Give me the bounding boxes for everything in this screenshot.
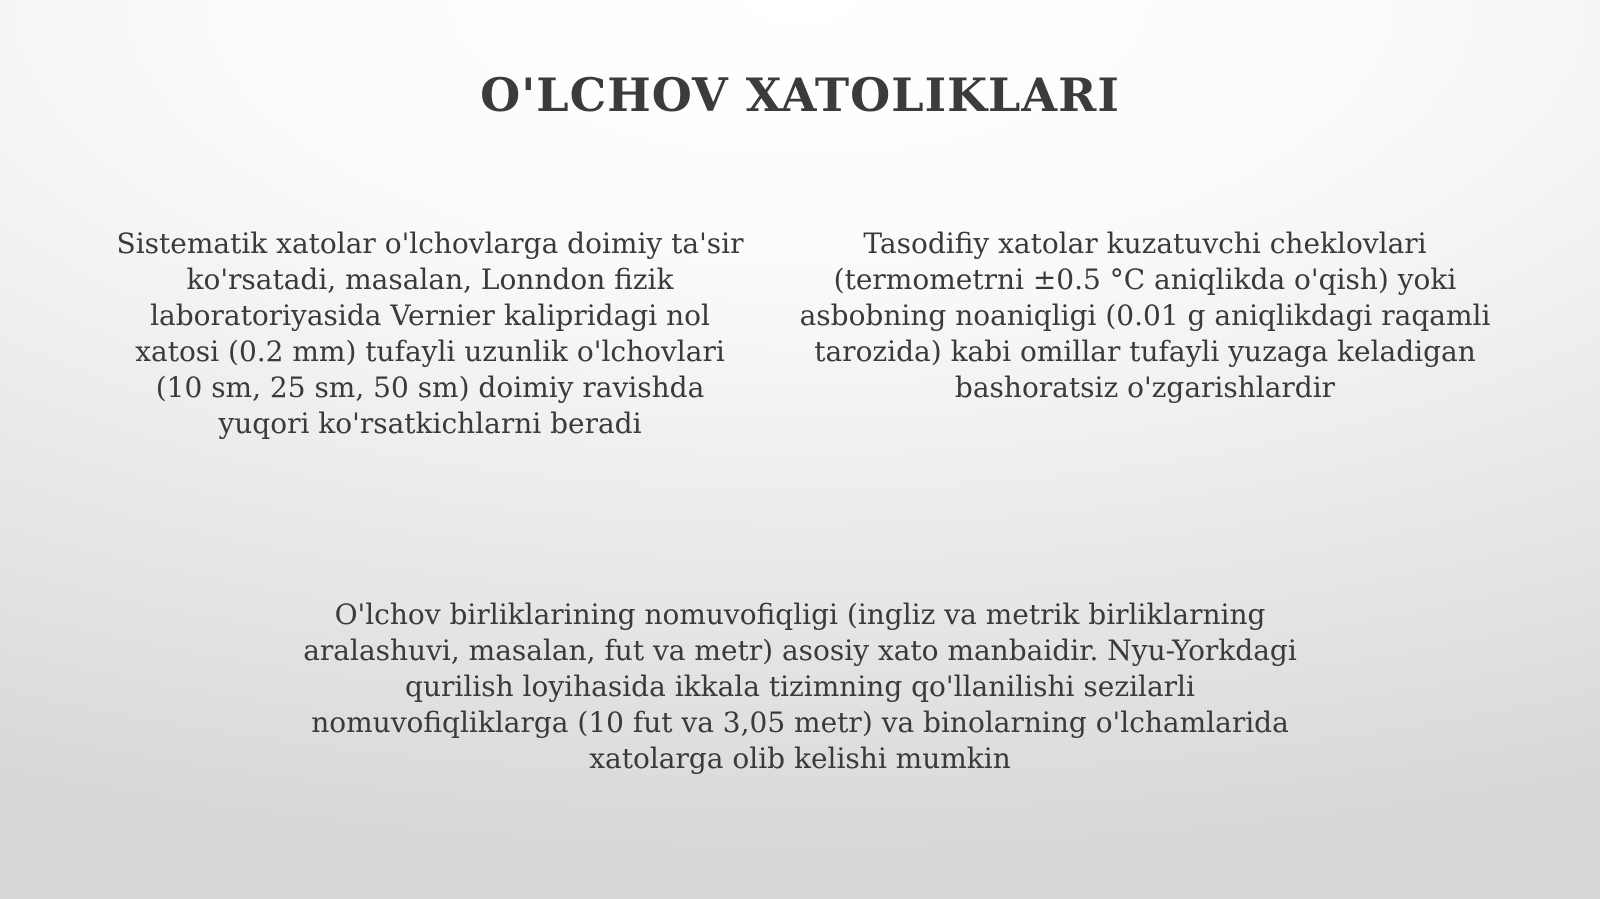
systematic-errors-text: Sistematik xatolar o'lchovlarga doimiy ta'sir ko'rsatadi, masalan, Lonndon fizik laboratoriyasida Vernier kalipridagi nol xatosi (0.2 mm) tufayli uzunlik o'lchovlari (10 sm, 25 sm, 50 sm) doimiy ravishda yuqori ko'rsatkichlarni beradi	[116, 227, 744, 440]
unit-mismatch-text: O'lchov birliklarining nomuvofiqligi (ingliz va metrik birliklarning aralashuvi, masalan, fut va metr) asosiy xato manbaidir. Nyu-Yorkdagi qurilish loyihasida ikkala tizimning qo'llanilishi sezilarli nomuvofiqliklarga (10 fut va 3,05 metr) va binolarning o'lchamlarida xatolarga olib kelishi mumkin	[303, 598, 1297, 775]
random-errors-text: Tasodifiy xatolar kuzatuvchi cheklovlari (termometrni ±0.5 °C aniqlikda o'qish) yoki asbobning noaniqligi (0.01 g aniqlikdagi raqamli tarozida) kabi omillar tufayli yuzaga keladigan bashoratsiz o'zgarishlardir	[799, 227, 1491, 404]
slide-title: O'LCHOV XATOLIKLARI	[480, 68, 1120, 122]
